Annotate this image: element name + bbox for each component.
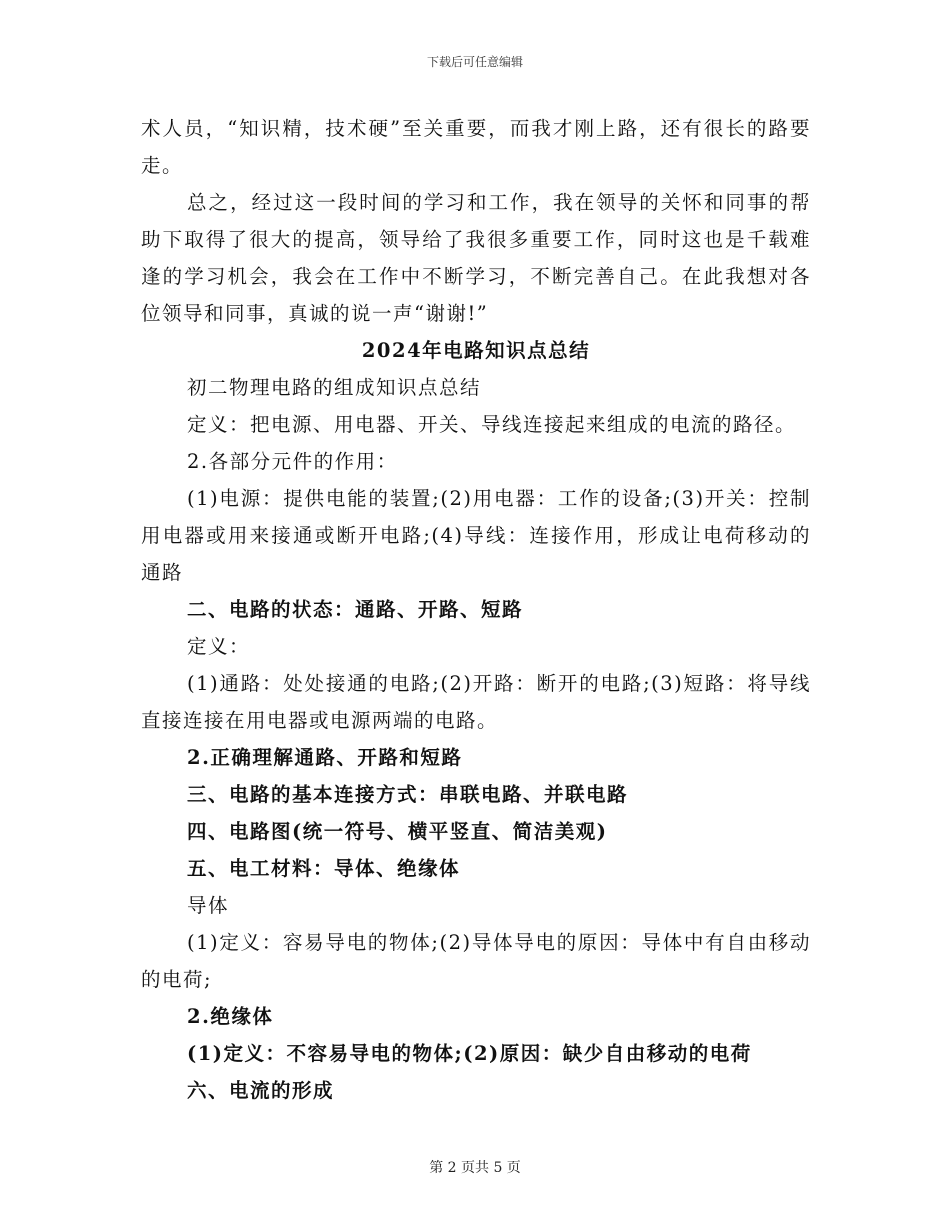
paragraph: 2.各部分元件的作用： <box>187 450 398 473</box>
section-heading: 二、电路的状态：通路、开路、短路 <box>187 598 524 621</box>
page-header: 下载后可任意编辑 <box>426 55 523 69</box>
section-heading: 六、电流的形成 <box>187 1079 335 1102</box>
section-title: 2024年电路知识点总结 <box>361 339 591 362</box>
section-heading: 五、电工材料：导体、绝缘体 <box>187 857 461 880</box>
paragraph: 导体 <box>187 894 230 917</box>
document-body <box>141 110 811 1109</box>
paragraph: 定义： <box>187 635 251 658</box>
section-heading: 2.正确理解通路、开路和短路 <box>187 746 463 769</box>
section-heading: 三、电路的基本连接方式：串联电路、并联电路 <box>187 783 629 806</box>
paragraph: 定义：把电源、用电器、开关、导线连接起来组成的电流的路径。 <box>187 413 797 436</box>
paragraph: 术人员，“知识精，技术硬”至关重要，而我才刚上路，还有很长的路要走。 <box>141 117 811 177</box>
paragraph: (1)通路：处处接通的电路;(2)开路：断开的电路;(3)短路：将导线直接连接在用电器或电源两端的电路。 <box>141 672 811 732</box>
paragraph: 总之，经过这一段时间的学习和工作，我在领导的关怀和同事的帮助下取得了很大的提高，领导给了我很多重要工作，同时这也是千载难逢的学习机会，我会在工作中不断学习，不断完善自己。在此我想对各位领导和同事，真诚的说一声“谢谢!” <box>141 191 811 325</box>
section-heading: 2.绝缘体 <box>187 1005 274 1028</box>
paragraph: (1)电源：提供电能的装置;(2)用电器：工作的设备;(3)开关：控制用电器或用来接通或断开电路;(4)导线：连接作用，形成让电荷移动的通路 <box>141 487 811 584</box>
page-footer: 第 2 页共 5 页 <box>429 1160 521 1176</box>
paragraph: (1)定义：容易导电的物体;(2)导体导电的原因：导体中有自由移动的电荷; <box>141 931 811 991</box>
section-heading: 四、电路图(统一符号、横平竖直、简洁美观) <box>187 820 608 843</box>
section-heading: (1)定义：不容易导电的物体;(2)原因：缺少自由移动的电荷 <box>187 1042 752 1065</box>
paragraph: 初二物理电路的组成知识点总结 <box>187 376 482 399</box>
